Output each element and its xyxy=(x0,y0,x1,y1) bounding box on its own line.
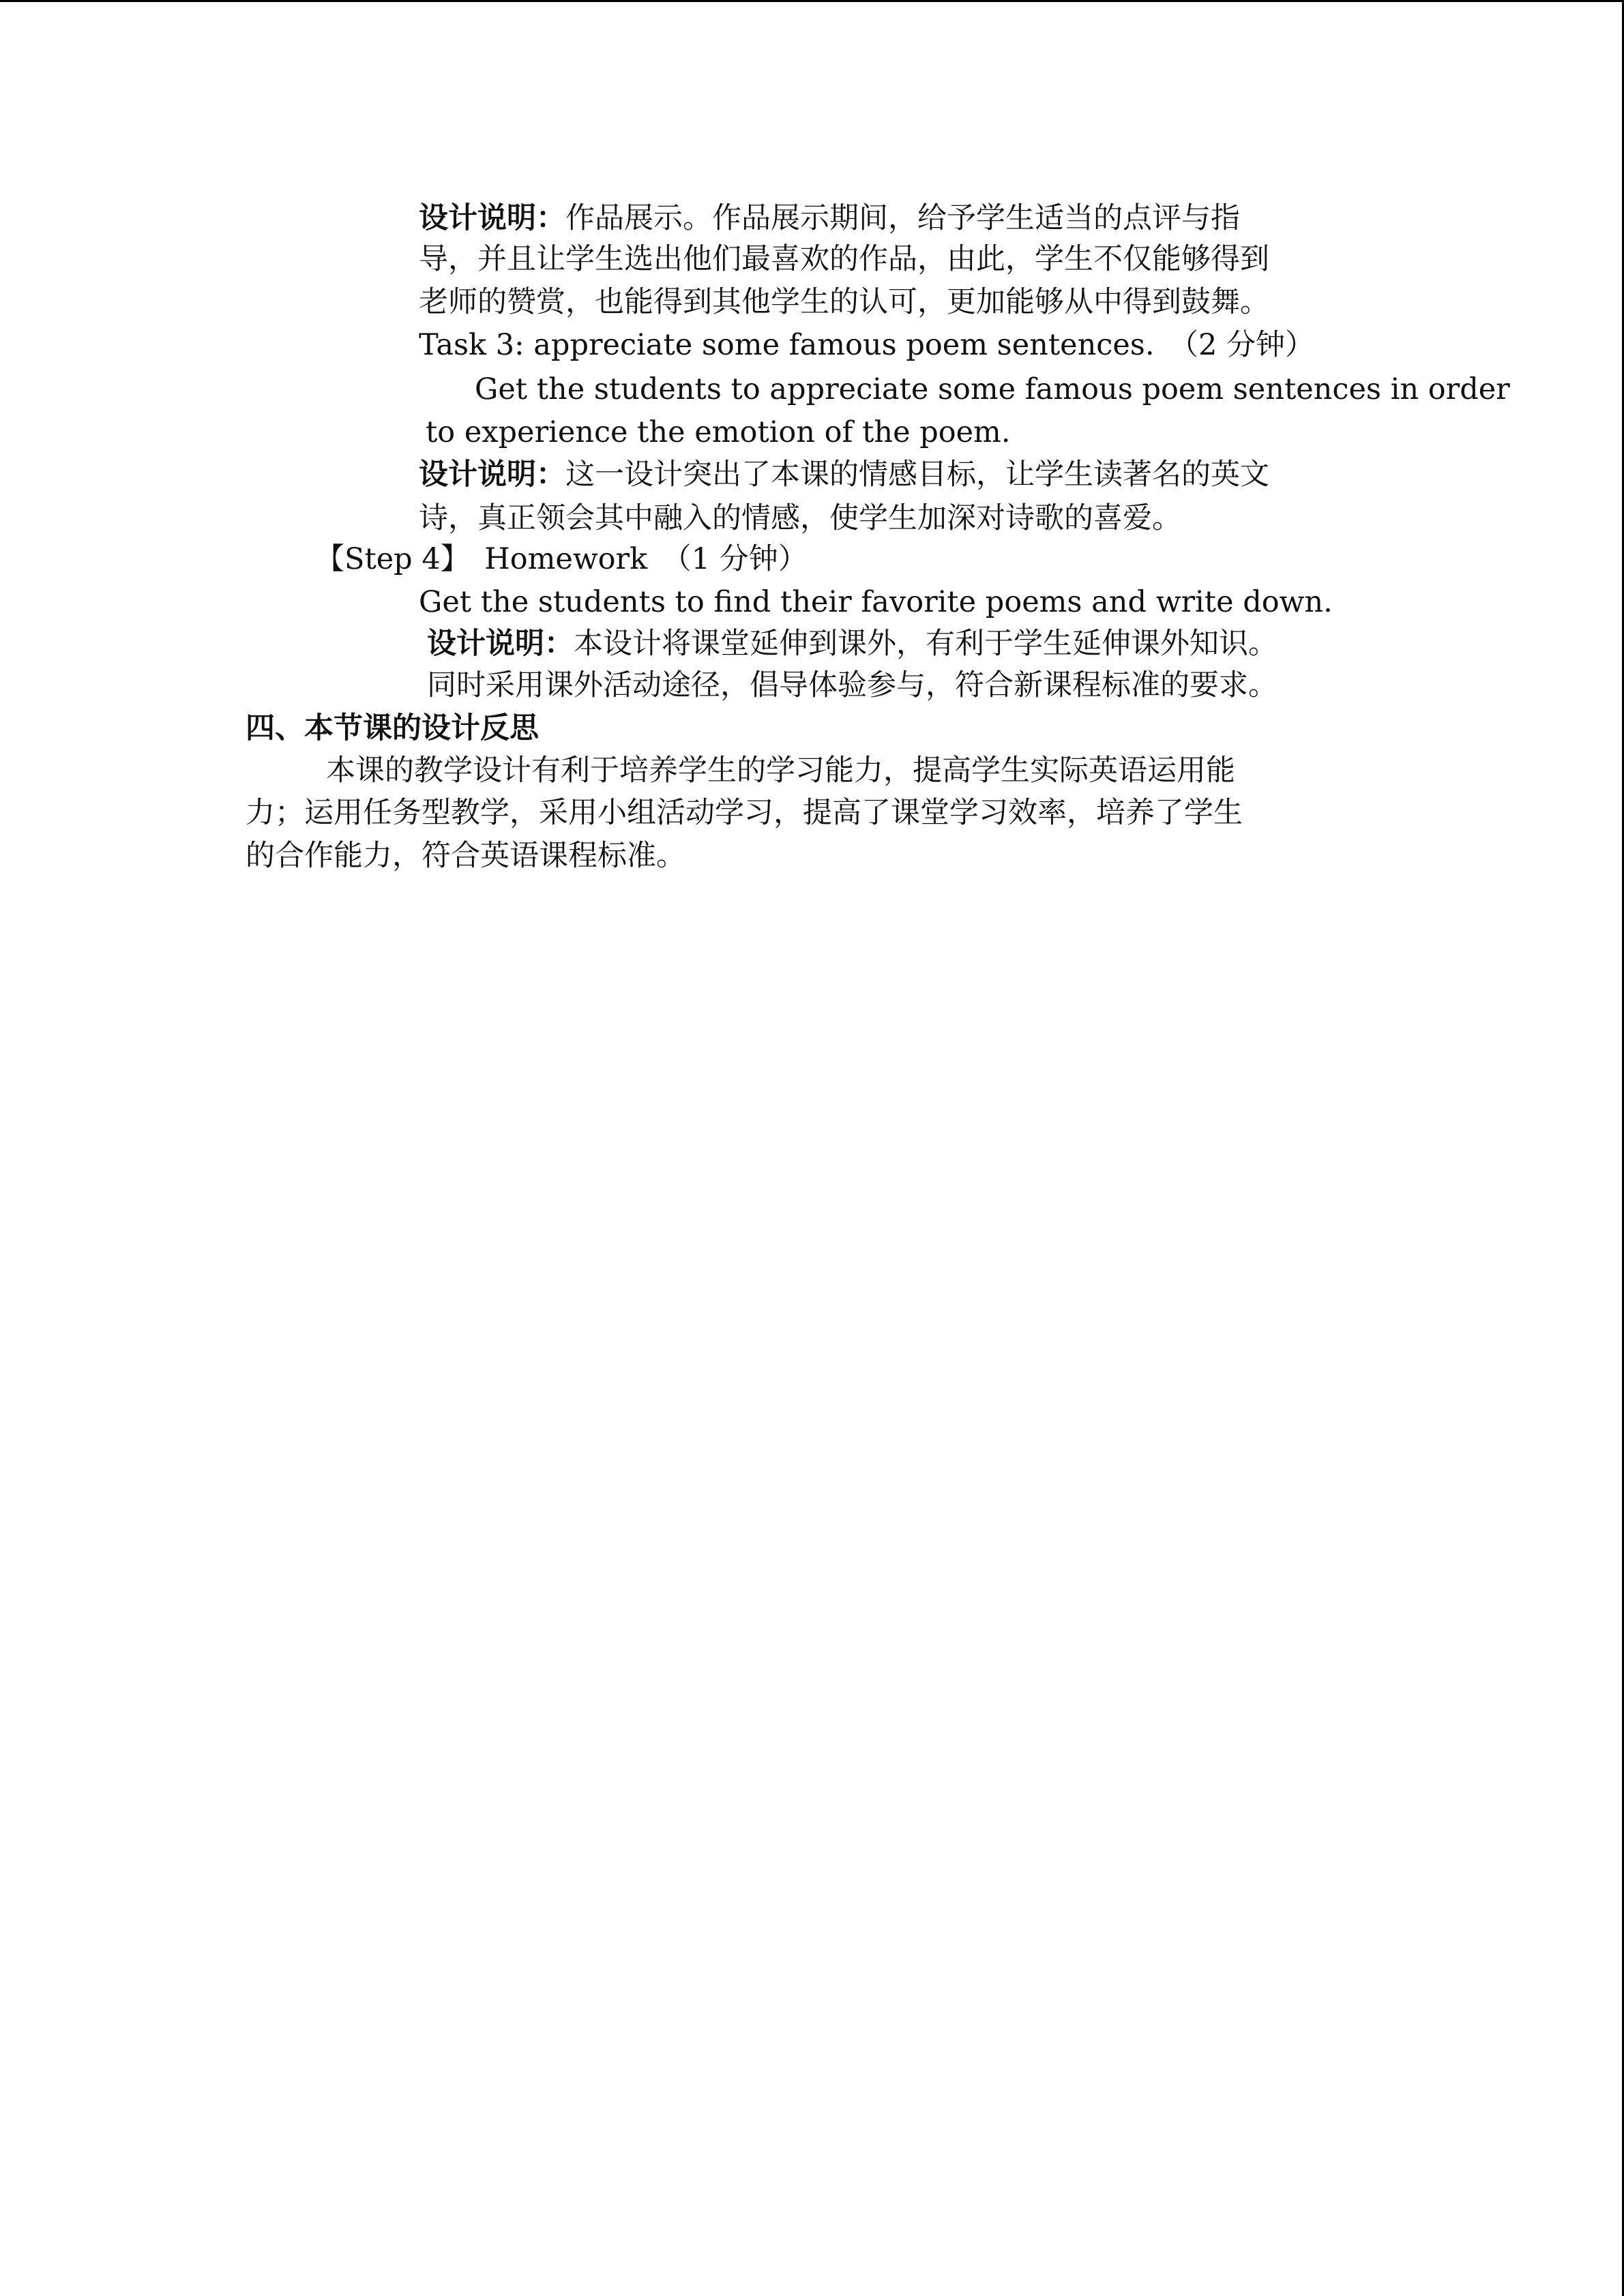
design-note-2-line-2: 诗，真正领会其中融入的情感，使学生加深对诗歌的喜爱。 xyxy=(419,501,1181,535)
design-note-2-line-1 xyxy=(419,454,1269,495)
design-note-1-line-2: 导，并且让学生选出他们最喜欢的作品，由此，学生不仅能够得到 xyxy=(419,242,1269,276)
task-3-title: Task 3: appreciate some famous poem sentences. xyxy=(419,328,1155,362)
design-note-text: 作品展示。作品展示期间，给予学生适当的点评与指 xyxy=(565,201,1240,235)
task-3-line-1: Get the students to appreciate some famous poem sentences in order xyxy=(475,372,1510,406)
design-note-text: 本设计将课堂延伸到课外，有利于学生延伸课外知识。 xyxy=(574,627,1278,661)
task-3-line-2: to experience the emotion of the poem. xyxy=(426,415,1011,449)
task-3-time: （2 分钟） xyxy=(1169,328,1315,362)
step-4-label: 【Step 4】 xyxy=(315,542,470,576)
section-4-line-2: 力；运用任务型教学，采用小组活动学习，提高了课堂学习效率，培养了学生 xyxy=(246,796,1243,830)
section-4-line-3: 的合作能力，符合英语课程标准。 xyxy=(246,839,685,873)
design-note-3-line-2: 同时采用课外活动途径，倡导体验参与，符合新课程标准的要求。 xyxy=(427,668,1278,702)
page-border-top xyxy=(0,0,1624,2)
design-note-label: 设计说明： xyxy=(419,458,565,492)
design-note-3-line-1 xyxy=(427,623,1278,664)
task-3-heading xyxy=(419,325,1314,366)
section-4-line-1: 本课的教学设计有利于培养学生的学习能力，提高学生实际英语运用能 xyxy=(326,754,1235,788)
step-4-heading xyxy=(315,539,808,580)
design-note-1-line-1 xyxy=(419,198,1240,239)
design-note-label: 设计说明： xyxy=(419,201,565,235)
step-4-title: Homework xyxy=(484,542,648,576)
section-4-heading: 四、本节课的设计反思 xyxy=(246,711,539,745)
design-note-label: 设计说明： xyxy=(427,627,574,661)
design-note-1-line-3: 老师的赞赏，也能得到其他学生的认可，更加能够从中得到鼓舞。 xyxy=(419,285,1269,319)
step-4-time: （1 分钟） xyxy=(662,542,808,576)
step-4-line-1: Get the students to find their favorite poems and write down. xyxy=(419,585,1333,619)
design-note-text: 这一设计突出了本课的情感目标，让学生读著名的英文 xyxy=(565,458,1269,492)
